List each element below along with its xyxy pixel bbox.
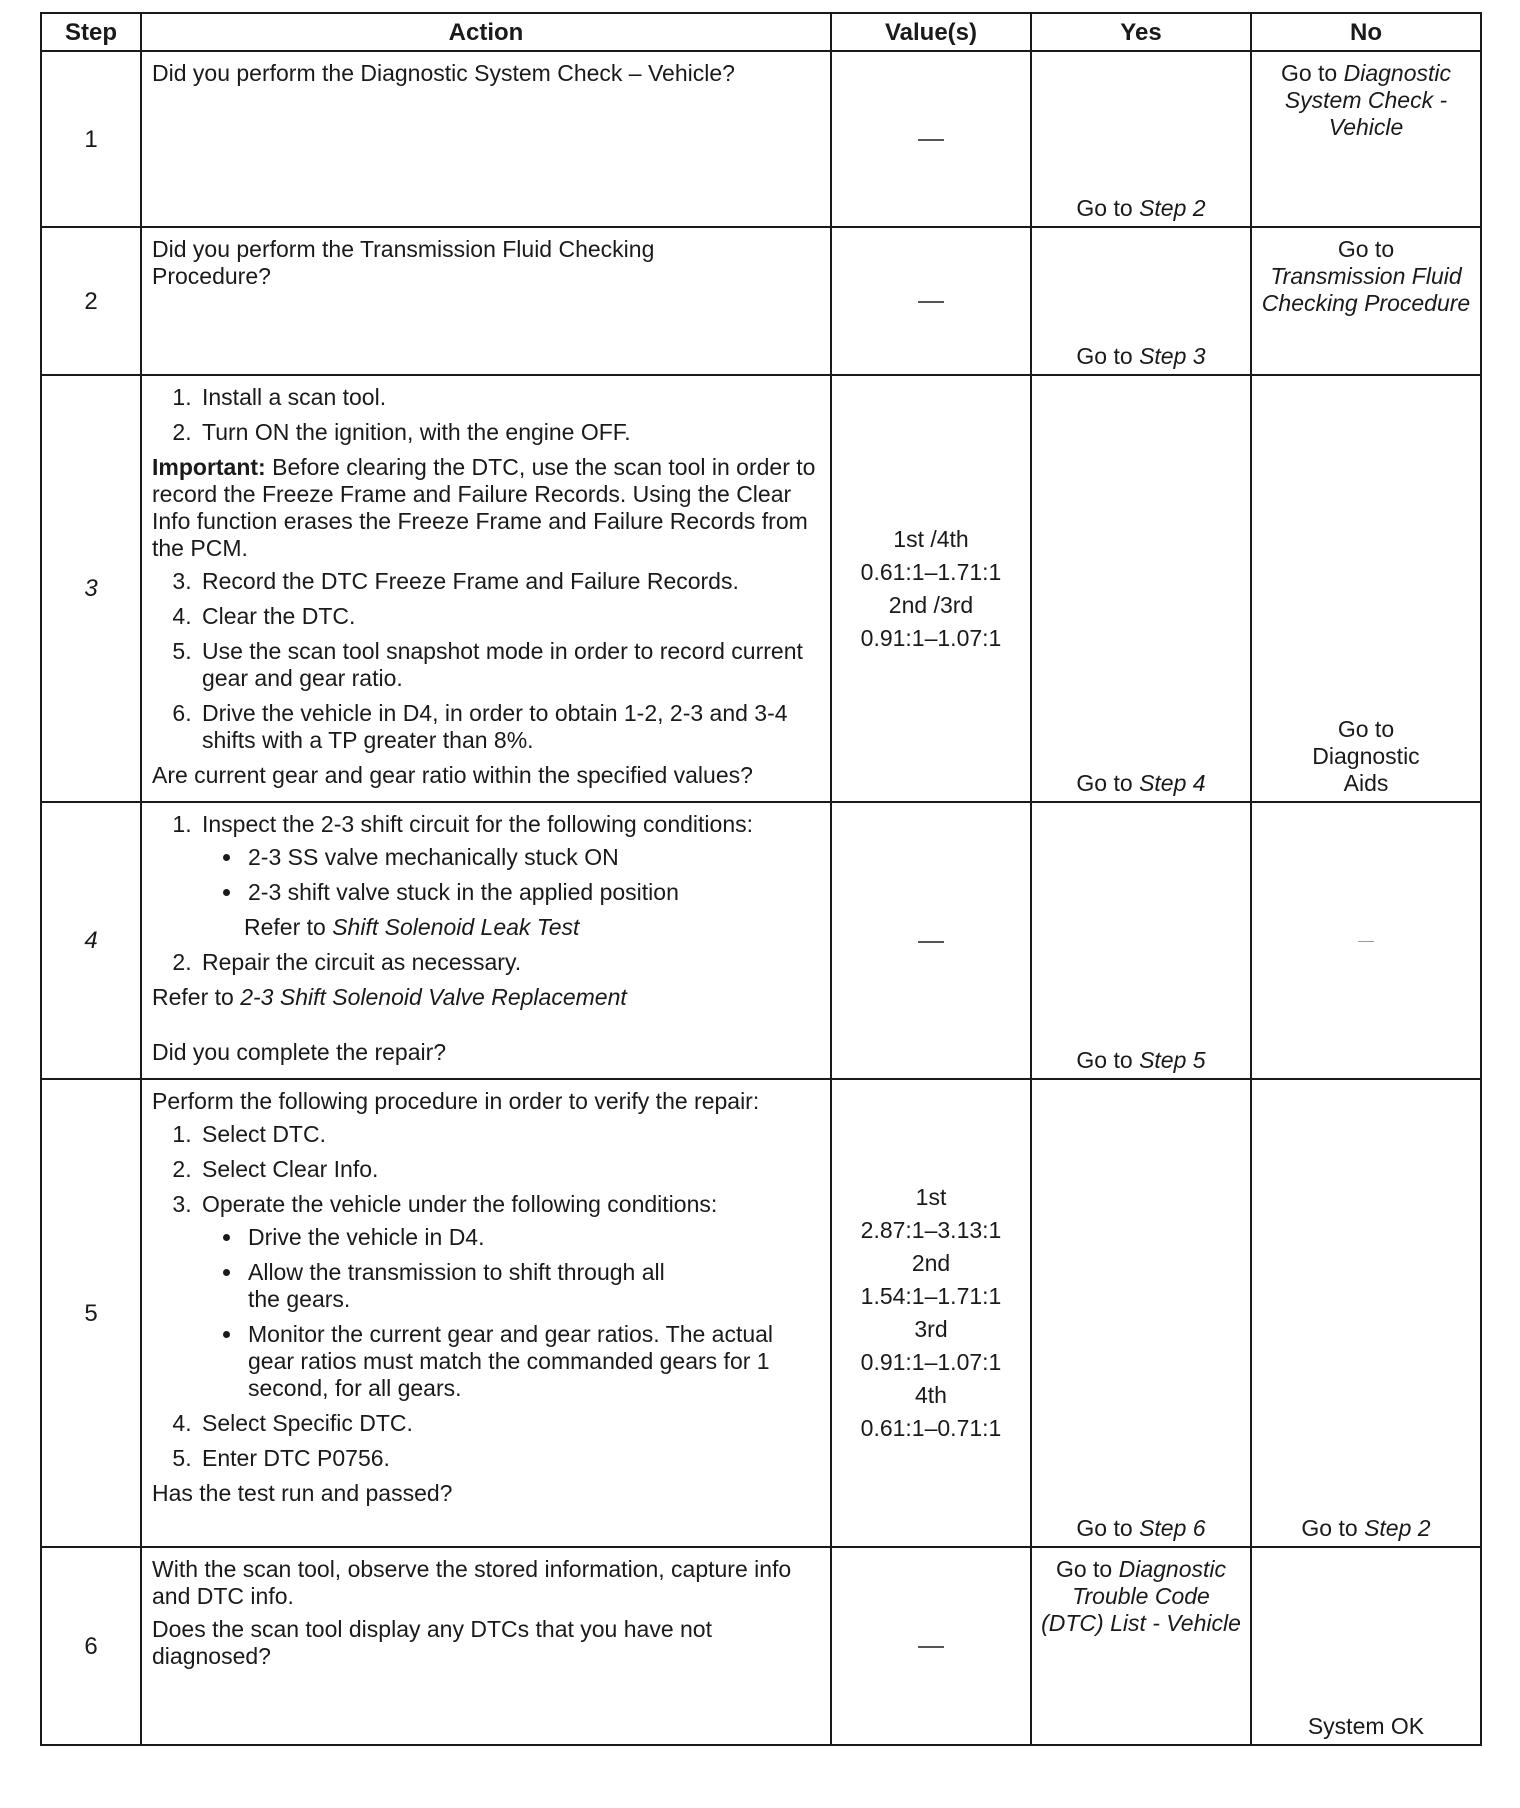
table-row-step-1 — [41, 51, 1481, 227]
value-line: 0.61:1–0.71:1 — [860, 1415, 1002, 1441]
yes-link-step-5[interactable]: Step 5 — [1139, 1047, 1206, 1073]
list-item: 5. Use the scan tool snapshot mode in order to record current gear and gear ratio. — [198, 638, 820, 692]
header-values: Value(s) — [831, 13, 1031, 51]
reference-line — [152, 984, 820, 1011]
action-question: Did you complete the repair? — [152, 1039, 447, 1065]
reference-link-solenoid-valve-replacement[interactable]: 2-3 Shift Solenoid Valve Replacement — [240, 984, 627, 1010]
action-cell — [141, 375, 831, 802]
list-item: 2. Select Clear Info. — [198, 1156, 820, 1183]
action-question: Has the test run and passed? — [152, 1480, 453, 1506]
reference-line — [202, 914, 820, 941]
no-cell — [1251, 1547, 1481, 1745]
yes-link-step-2[interactable]: Step 2 — [1139, 195, 1206, 221]
value-cell — [831, 1079, 1031, 1547]
value-line: 1.54:1–1.71:1 — [860, 1283, 1002, 1309]
yes-prefix: Go to — [1076, 343, 1140, 369]
header-yes: Yes — [1031, 13, 1251, 51]
no-link-transmission-fluid-checking[interactable]: Transmission Fluid Checking Procedure — [1261, 263, 1471, 316]
value-cell — [831, 802, 1031, 1079]
important-note — [152, 454, 820, 562]
action-list-b — [152, 568, 820, 754]
step-number: 5 — [41, 1079, 141, 1547]
action-cell — [141, 1079, 831, 1547]
yes-prefix: Go to — [1076, 1515, 1140, 1541]
procedure-intro: Perform the following procedure in order to verify the repair: — [152, 1088, 760, 1114]
value-line: 2nd /3rd — [888, 591, 974, 618]
value-line: 0.91:1–1.07:1 — [860, 1349, 1002, 1375]
no-cell — [1251, 51, 1481, 227]
action-question: Are current gear and gear ratio within the specified values? — [152, 762, 753, 788]
value-dash — [918, 941, 944, 943]
list-item — [198, 811, 820, 941]
list-item — [198, 1191, 820, 1402]
yes-cell — [1031, 1079, 1251, 1547]
table-row-step-2 — [41, 227, 1481, 375]
no-dash — [1358, 941, 1374, 942]
spacer — [152, 1017, 820, 1039]
step-number: 2 — [41, 227, 141, 375]
yes-link-step-4[interactable]: Step 4 — [1139, 770, 1206, 796]
list-item: 2. Repair the circuit as necessary. — [198, 949, 820, 976]
reference-link-shift-solenoid-leak-test[interactable]: Shift Solenoid Leak Test — [332, 914, 580, 940]
procedure-list-a — [152, 1121, 820, 1402]
reference-prefix: Refer to — [152, 984, 241, 1010]
action-question: Does the scan tool display any DTCs that you have not diagnosed? — [152, 1616, 712, 1669]
action-cell — [141, 51, 831, 227]
value-dash — [918, 1646, 944, 1648]
value-cell — [831, 227, 1031, 375]
list-item: 1. Install a scan tool. — [198, 384, 820, 411]
value-cell — [831, 375, 1031, 802]
action-paragraph: With the scan tool, observe the stored information, capture info and DTC info. — [152, 1556, 792, 1609]
list-item-text: Inspect the 2-3 shift circuit for the following conditions: — [202, 811, 754, 837]
no-cell — [1251, 1079, 1481, 1547]
value-dash — [918, 301, 944, 303]
value-line: 2.87:1–3.13:1 — [860, 1217, 1002, 1243]
list-item: 1. Select DTC. — [198, 1121, 820, 1148]
value-line: 1st — [915, 1184, 947, 1210]
table-row-step-6 — [41, 1547, 1481, 1745]
value-line: 1st /4th — [893, 525, 969, 552]
no-prefix: Go to — [1301, 1515, 1365, 1541]
no-system-ok: System OK — [1307, 1713, 1425, 1739]
bullet-item: • Drive the vehicle in D4. — [244, 1224, 780, 1251]
yes-cell — [1031, 51, 1251, 227]
action-cell — [141, 227, 831, 375]
header-action: Action — [141, 13, 831, 51]
action-cell — [141, 1547, 831, 1745]
no-prefix: Go to — [1280, 60, 1344, 86]
no-cell — [1251, 802, 1481, 1079]
no-prefix: Go to — [1337, 236, 1395, 262]
no-cell — [1251, 375, 1481, 802]
value-cell — [831, 1547, 1031, 1745]
table-row-step-3 — [41, 375, 1481, 802]
reference-prefix: Refer to — [244, 914, 333, 940]
important-label: Important: — [152, 454, 266, 480]
yes-prefix: Go to — [1076, 770, 1140, 796]
step-number: 1 — [41, 51, 141, 227]
procedure-list-b — [152, 1410, 820, 1472]
no-link-step-2[interactable]: Step 2 — [1364, 1515, 1431, 1541]
value-line: 4th — [915, 1382, 947, 1408]
yes-cell — [1031, 227, 1251, 375]
header-row — [41, 13, 1481, 51]
action-cell — [141, 802, 831, 1079]
action-list — [152, 811, 820, 976]
value-cell — [831, 51, 1031, 227]
no-link-diagnostic-system-check[interactable]: Diagnostic System Check - Vehicle — [1284, 60, 1452, 140]
diagnostic-table — [40, 12, 1482, 1746]
bullet-item: • 2-3 shift valve stuck in the applied position — [244, 879, 820, 906]
step-number: 4 — [41, 802, 141, 1079]
bullet-item: • 2-3 SS valve mechanically stuck ON — [244, 844, 820, 871]
table-row-step-5 — [41, 1079, 1481, 1547]
list-item-text: Operate the vehicle under the following conditions: — [202, 1191, 718, 1217]
value-line: 2nd — [911, 1250, 951, 1276]
value-dash — [918, 139, 944, 141]
yes-prefix: Go to — [1076, 195, 1140, 221]
no-link-diagnostic-aids[interactable]: Go to Diagnostic Aids — [1312, 716, 1420, 796]
header-step: Step — [41, 13, 141, 51]
list-item: 6. Drive the vehicle in D4, in order to obtain 1-2, 2-3 and 3-4 shifts with a TP greater than 8%. — [198, 700, 820, 754]
important-text: Before clearing the DTC, use the scan tool in order to record the Freeze Frame and Failure Records. Using the Clear Info function erases the Freeze Frame and Failure Records from the PCM. — [152, 454, 816, 561]
condition-bullets — [202, 1224, 820, 1402]
list-item: 3. Record the DTC Freeze Frame and Failure Records. — [198, 568, 820, 595]
list-item: 4. Clear the DTC. — [198, 603, 820, 630]
action-question: Did you perform the Transmission Fluid Checking Procedure? — [152, 236, 655, 289]
header-no: No — [1251, 13, 1481, 51]
step-number: 6 — [41, 1547, 141, 1745]
yes-cell — [1031, 375, 1251, 802]
value-line: 0.91:1–1.07:1 — [860, 624, 1002, 651]
step-number: 3 — [41, 375, 141, 802]
condition-bullets — [202, 844, 820, 906]
yes-prefix: Go to — [1076, 1047, 1140, 1073]
action-question: Did you perform the Diagnostic System Check – Vehicle? — [152, 60, 735, 86]
value-line: 3rd — [914, 1316, 948, 1342]
list-item: 2. Turn ON the ignition, with the engine OFF. — [198, 419, 820, 446]
value-line: 0.61:1–1.71:1 — [860, 558, 1002, 585]
action-list-a — [152, 384, 820, 446]
yes-link-step-3[interactable]: Step 3 — [1139, 343, 1206, 369]
list-item: 4. Select Specific DTC. — [198, 1410, 820, 1437]
table-row-step-4 — [41, 802, 1481, 1079]
yes-cell — [1031, 1547, 1251, 1745]
list-item: 5. Enter DTC P0756. — [198, 1445, 820, 1472]
no-cell — [1251, 227, 1481, 375]
bullet-item: • Allow the transmission to shift through all the gears. — [244, 1259, 780, 1313]
yes-link-dtc-list[interactable]: Diagnostic Trouble Code (DTC) List - Vehicle — [1041, 1556, 1241, 1636]
yes-link-step-6[interactable]: Step 6 — [1139, 1515, 1206, 1541]
diagnostic-table-page — [40, 12, 1480, 1746]
yes-cell — [1031, 802, 1251, 1079]
bullet-item: • Monitor the current gear and gear ratios. The actual gear ratios must match the commanded gears for 1 second, for all gears. — [244, 1321, 780, 1402]
yes-prefix: Go to — [1055, 1556, 1119, 1582]
